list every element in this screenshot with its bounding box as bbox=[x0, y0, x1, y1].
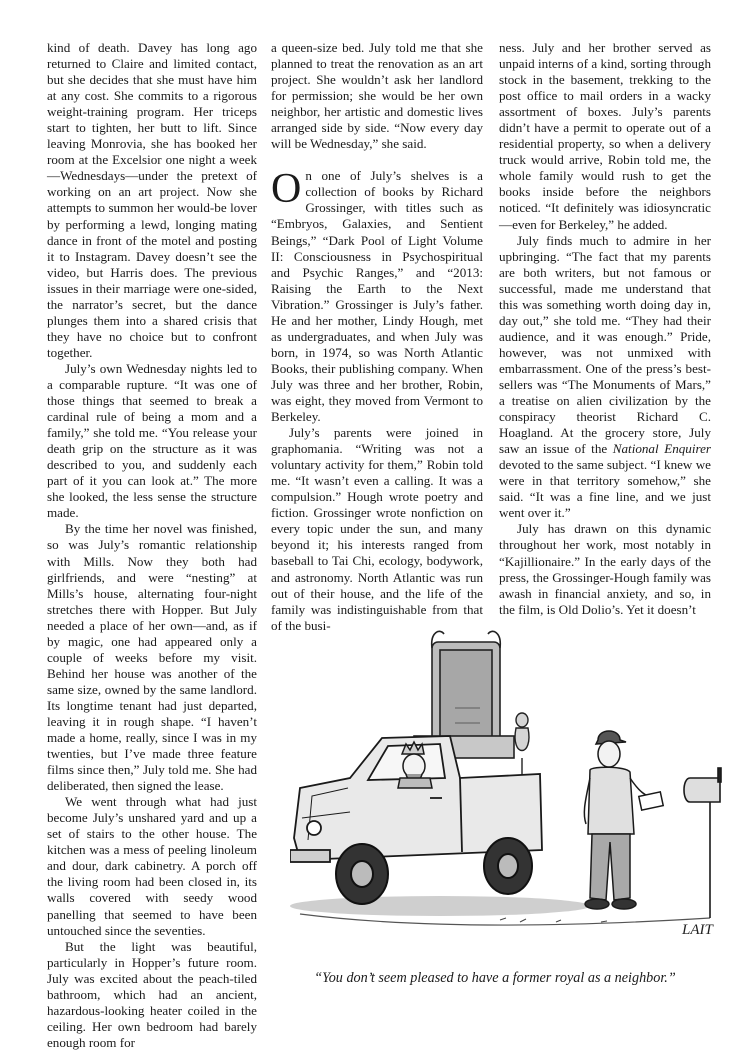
section-opening-text: n one of July’s shelves is a collection of books by Richard Grossinger, with titles such as “Embryos, Galaxies, and Sentient Beings,” “Dark Pool of Light Volume II: Consciousness in Psychospiritual and Psychic Ranges,” and “2013: Raising the Earth to the Next Vibration.” Grossinger is July’s father. He and her mother, Lindy Hough, met as undergraduates, and when July was born, in 1974, so was North Atlantic Books, their publishing company. When July was three and her brother, Robin, was eight, they moved from Vermont to Berkeley. bbox=[271, 168, 483, 425]
cartoon-caption: “You don’t seem pleased to have a former royal as a neighbor.” bbox=[314, 970, 676, 986]
section-opening-paragraph bbox=[271, 168, 483, 425]
statue bbox=[515, 713, 529, 778]
text-column-2 bbox=[271, 40, 483, 634]
italic-title: National Enquirer bbox=[612, 441, 712, 457]
body-paragraph: July has drawn on this dynamic throughout her work, most notably in “Kajillionaire.” In the early days of the press, the Grossinger-Hough family was awash in financial anxiety, and so, in the film, is Old Dolio’s. Yet it doesn’t bbox=[499, 521, 711, 617]
body-paragraph: By the time her novel was finished, so was July’s romantic relationship with Mills. Now they both had girlfriends, and were “nesting” at Mills’s house, alternating four-night stretches there with Hopper. But July needed a place of her own—and, as if by magic, one had appeared only a couple of weeks before my visit. Behind her house was another of the same size, owned by the same landlord. Its longtime tenant had just departed, leaving it in rough shape. “I haven’t made a home, really, since I was in my twenties, but I’ve made three feature films since then,” July told me. She had deliberated, then signed the lease. bbox=[47, 521, 257, 794]
body-paragraph: July’s parents were joined in graphomania. “Writing was not a voluntary activity for them,” Robin told me. “It wasn’t even a calling. It was a compulsion.” Hough wrote poetry and fiction. Grossinger wrote nonfiction on every topic under the sun, and many beyond it; his interests ranged from baseball to Tai Chi, ecology, bodywork, and astronomy. North Atlantic was run out of their house, and the life of the family was indistinguishable from that of the busi- bbox=[271, 425, 483, 633]
text-column-1 bbox=[47, 40, 257, 1051]
body-paragraph: We went through what had just become July’s unshared yard and up a set of stairs to the other house. The kitchen was a mess of peeling linoleum and dour, dark cabinetry. A porch off the living room had been closed in, its walls covered with seedy wood panelling that seemed to have been untouched since the seventies. bbox=[47, 794, 257, 938]
mailbox bbox=[684, 768, 721, 918]
body-paragraph: July finds much to admire in her upbringing. “The fact that my parents are both writers, but not famous or successful, made me understand that this was something worth doing day in, day out,” she told me. “They had their audience, and it was enough.” Pride, however, was not unmixed with embarrassment. One of the press’s best-sellers was “The Monuments of Mars,” a treatise on alien civilization by the conspiracy theorist Richard C. Hoagland. At the grocery store, July saw an issue of the National Enquirer devoted to the same subject. “I knew we were in that territory somehow,” she said. “It was a fine line, and we just went over it.” bbox=[499, 232, 712, 521]
body-paragraph: kind of death. Davey has long ago returned to Claire and limited contact, but she decides that she must have him at any cost. She commits to a rigorous weight-training program. Her triceps start to tighten, her butt to lift. Since leaving Monrovia, she has booked her room at the Excelsior one night a week—Wednesdays—under the pretext of working on an art project. Now she attempts to summon her would-be lover by performing a lewd, longing mating dance in front of the motel and posting it to Instagram. Davey doesn’t see the video, but Harris does. The previous issues in their marriage were one-sided, the narrator’s secret, but the dance plunges them into a shared crisis that they have no choice but to confront together. bbox=[47, 40, 257, 360]
cartoon-illustration bbox=[290, 628, 722, 948]
text-column-3 bbox=[499, 40, 711, 618]
neighbor-man bbox=[584, 731, 663, 909]
body-paragraph: ness. July and her brother served as unpaid interns of a kind, sorting through stock in the basement, trekking to the post office to mail orders in a wacky assortment of boxes. July’s parents didn’t have a permit to operate out of a residential property, so when a delivery truck would arrive, Robin told me, the whole family would rush to get the books inside before the neighbors noticed. “It definitely was idiosyncratic—even for Berkeley,” he added. bbox=[499, 40, 711, 232]
body-paragraph: a queen-size bed. July told me that she planned to treat the renovation as an art project. She wouldn’t ask her landlord for permission; she would be her own neighbor, her artistic and domestic lives arranged side by side. “Now every day will be Wednesday,” she said. bbox=[271, 40, 483, 152]
body-paragraph: July’s own Wednesday nights led to a comparable rupture. “It was one of those things that seemed to break a cardinal rule of being a mom and a family,” she told me. “You release your death grip on the structure as it was described to you, and suddenly each part of it you can look at.” The more she looked, the less sense the structure made. bbox=[47, 360, 257, 521]
drop-cap: O bbox=[271, 166, 302, 213]
artist-signature: LAIT bbox=[682, 922, 713, 938]
body-paragraph: But the light was beautiful, particularly in Hopper’s future room. July was excited about the peach-tiled bathroom, which had an ancient, hazardous-looking heater coiled in the ceiling. Her own bedroom had barely enough room for bbox=[47, 938, 257, 1050]
road-edge bbox=[300, 914, 710, 925]
ground-shadow bbox=[290, 896, 590, 916]
